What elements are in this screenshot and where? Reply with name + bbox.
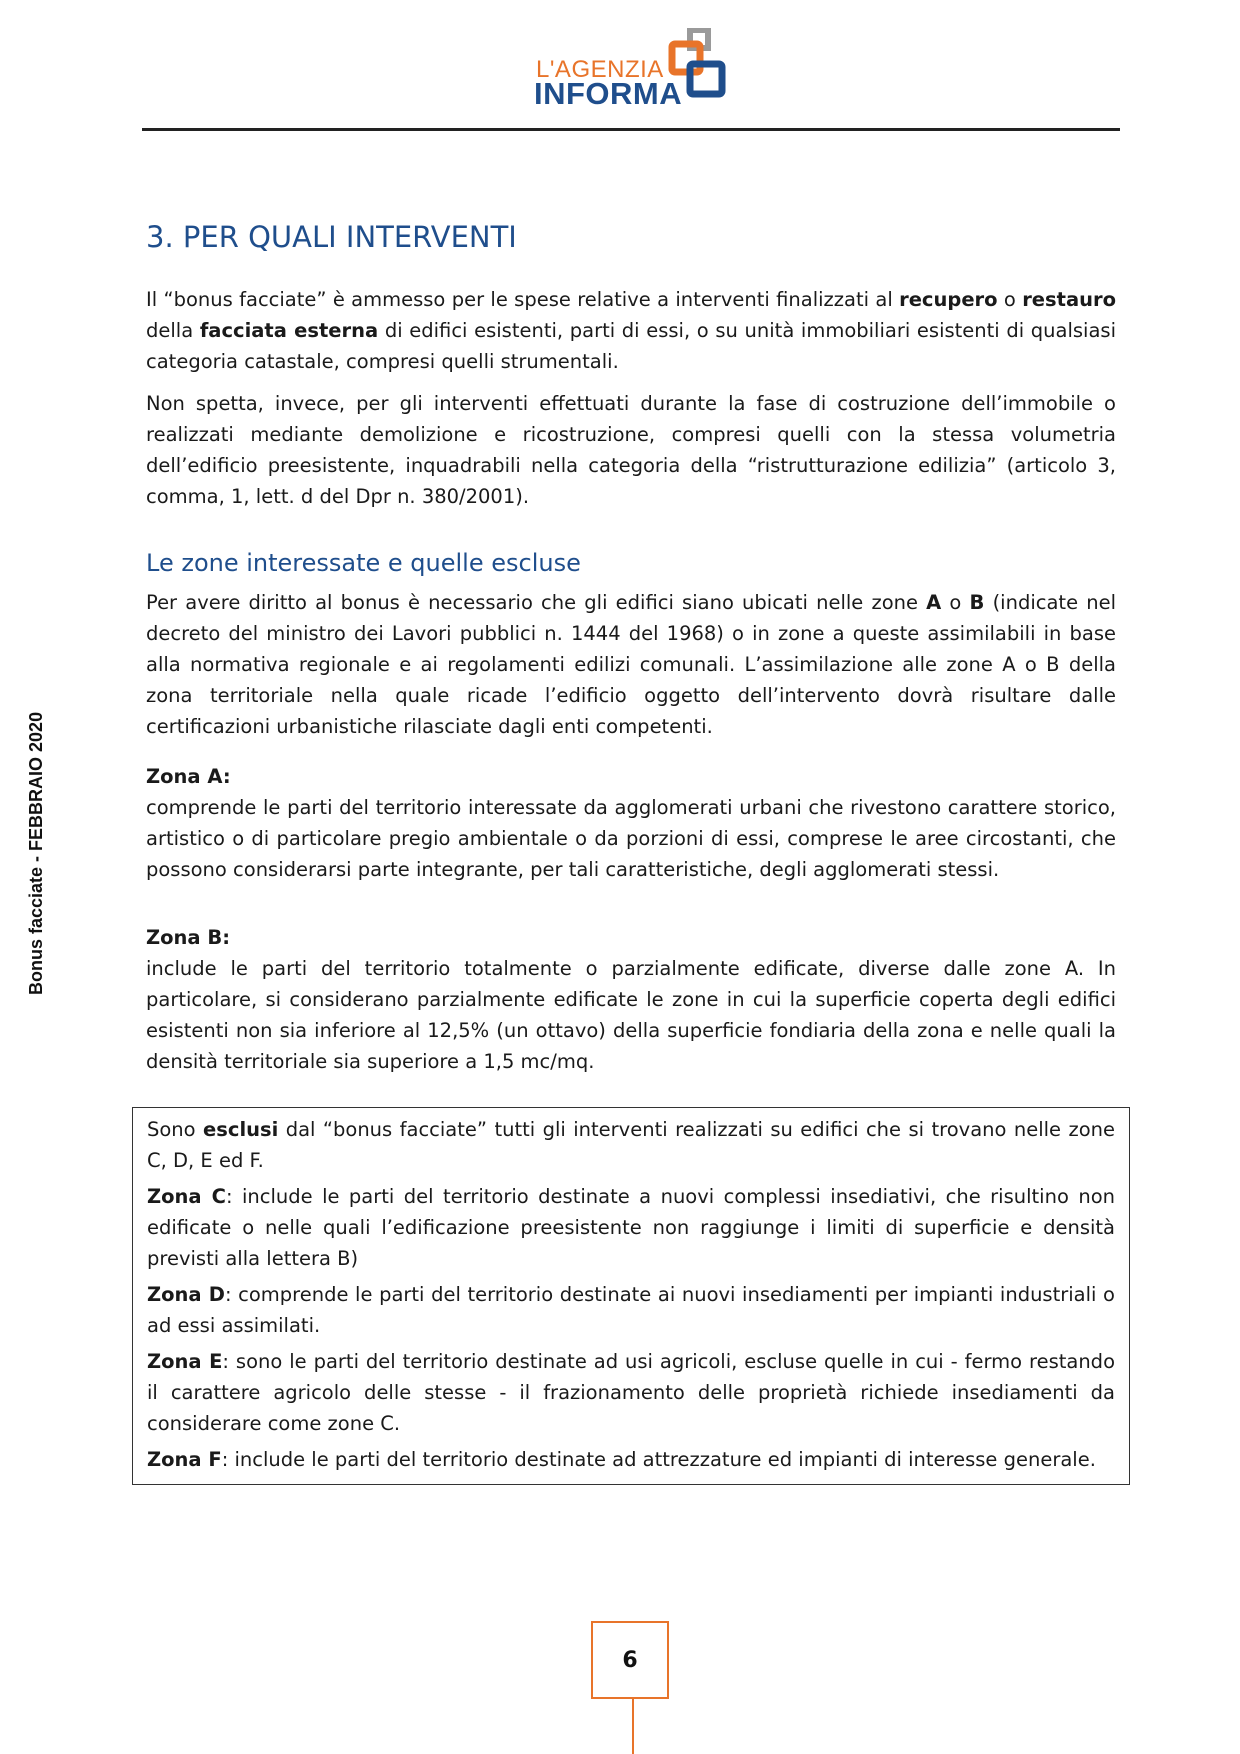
zona-b-title: Zona B:: [146, 926, 231, 949]
side-running-label: Bonus facciate - FEBBRAIO 2020: [26, 711, 46, 995]
zones-subtitle: Le zone interessate e quelle escluse: [146, 549, 581, 577]
zona-d-entry: Zona D: comprende le parti del territorio destinate ai nuovi insediamenti per impianti industriali o ad essi assimilati.: [147, 1283, 1115, 1337]
excluded-intro: Sono esclusi dal “bonus facciate” tutti gli interventi realizzati su edifici che si trovano nelle zone C, D, E ed F.: [147, 1118, 1116, 1172]
logo-squares-icon: [668, 28, 732, 98]
zona-e-entry: Zona E: sono le parti del territorio destinate ad usi agricoli, escluse quelle in cui - fermo restando il carattere agricolo delle stesse - il frazionamento delle proprietà richiede insediamenti da considerare come zone C.: [147, 1350, 1115, 1435]
zona-a-title: Zona A:: [146, 765, 231, 788]
section-paragraph-1: Il “bonus facciate” è ammesso per le spese relative a interventi finalizzati al recupero o restauro della facciata esterna di edifici esistenti, parti di essi, o su unità immobiliari esistenti di qualsiasi categoria catastale, compresi quelli strumentali.: [146, 288, 1117, 373]
logo-text-top: L'AGENZIA: [536, 56, 664, 83]
page-number: 6: [591, 1621, 669, 1699]
zona-b-text: include le parti del territorio totalmente o parzialmente edificate, diverse dalle zone A. In particolare, si considerano parzialmente edificate le zone in cui la superficie coperta degli edifici esistenti non sia inferiore al 12,5% (un ottavo) della superficie fondiaria della zona e nelle quali la densità territoriale sia superiore a 1,5 mc/mq.: [146, 957, 1116, 1073]
zona-a-text: comprende le parti del territorio interessate da agglomerati urbani che rivestono carattere storico, artistico o di particolare pregio ambientale o da porzioni di essi, comprese le aree circostanti, che possono considerarsi parte integrante, per tali caratteristiche, degli agglomerati stessi.: [146, 796, 1116, 881]
zona-c-entry: Zona C: include le parti del territorio destinate a nuovi complessi insediativi, che risultino non edificate o nelle quali l’edificazione preesistente non raggiunge i limiti di superficie e densità previsti alla lettera B): [147, 1185, 1115, 1270]
page-number-stem: [632, 1699, 634, 1754]
section-paragraph-2: Non spetta, invece, per gli interventi effettuati durante la fase di costruzione dell’immobile o realizzati mediante demolizione e ricostruzione, compresi quelli con la stessa volumetria dell’edificio preesistente, inquadrabili nella categoria della “ristrutturazione edilizia” (articolo 3, comma, 1, lett. d del Dpr n. 380/2001).: [146, 392, 1116, 508]
page-content: [146, 220, 1116, 1485]
section-title: 3. PER QUALI INTERVENTI: [146, 220, 517, 254]
excluded-zones-box: [132, 1107, 1130, 1485]
zones-paragraph: Per avere diritto al bonus è necessario che gli edifici siano ubicati nelle zone A o B (indicate nel decreto del ministro dei Lavori pubblici n. 1444 del 1968) o in zone a queste assimilabili in base alla normativa regionale e ai regolamenti edilizi comunali. L’assimilazione alle zone A o B della zona territoriale nella quale ricade l’edificio oggetto dell’intervento dovrà risultare dalle certificazioni urbanistiche rilasciate dagli enti competenti.: [146, 591, 1117, 738]
zona-f-entry: Zona F: include le parti del territorio destinate ad attrezzature ed impianti di interesse generale.: [147, 1448, 1096, 1471]
header-divider: [142, 128, 1120, 131]
agenzia-informa-logo: [528, 26, 738, 112]
logo-text-bottom: INFORMA: [534, 76, 683, 111]
